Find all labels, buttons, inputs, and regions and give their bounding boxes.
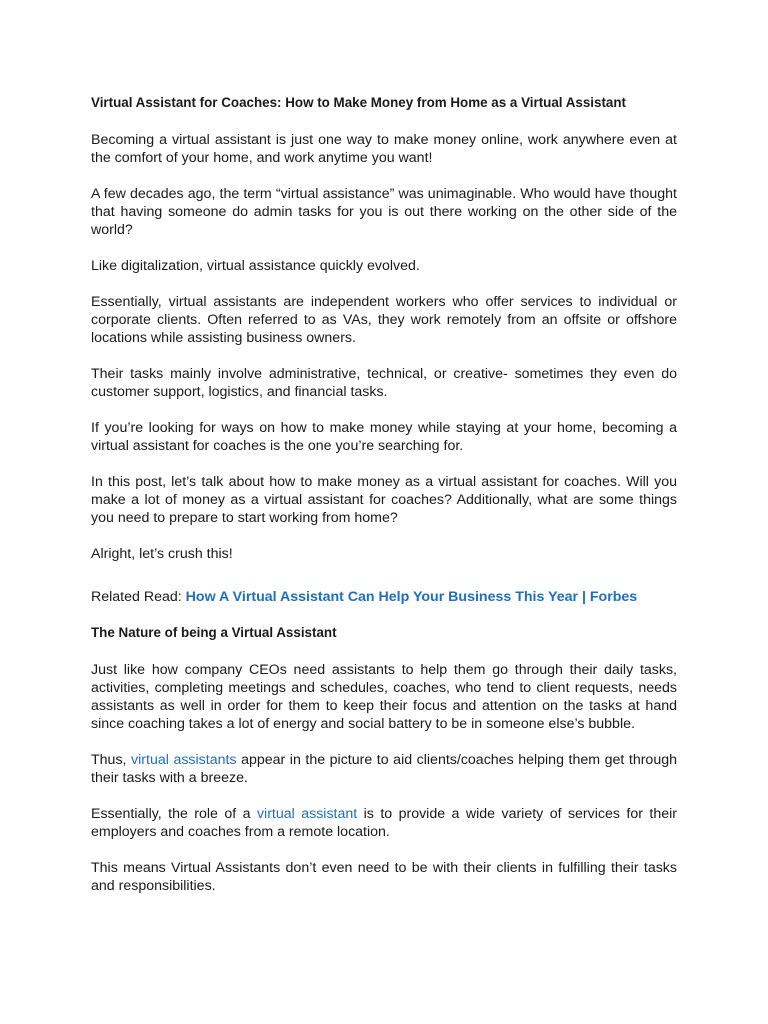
document-page bbox=[91, 94, 677, 913]
document-title: Virtual Assistant for Coaches: How to Make Money from Home as a Virtual Assistant bbox=[91, 95, 627, 110]
intro-paragraph-6: If you’re looking for ways on how to make money while staying at your home, becoming a virtual assistant for coaches is the one you’re searching for. bbox=[91, 420, 677, 454]
section-paragraph-2-after: appear in the picture to aid clients/coaches helping them get through their tasks with a breeze. bbox=[91, 752, 677, 786]
intro-paragraph-2: A few decades ago, the term “virtual assistance” was unimaginable. Who would have thought that having someone do admin tasks for you is out there working on the other side of the world? bbox=[91, 186, 677, 238]
intro-paragraph-4: Essentially, virtual assistants are independent workers who offer services to individual or corporate clients. Often referred to as VAs, they work remotely from an offsite or offshore locations while assisting business owners. bbox=[91, 294, 677, 346]
intro-paragraph-1: Becoming a virtual assistant is just one way to make money online, work anywhere even at the comfort of your home, and work anytime you want! bbox=[91, 132, 677, 166]
intro-paragraph-7: In this post, let’s talk about how to make money as a virtual assistant for coaches. Will you make a lot of money as a virtual assistant for coaches? Additionally, what are some things you need to prepare to start working from home? bbox=[91, 474, 677, 526]
section-paragraph-2-before: Thus, bbox=[91, 752, 132, 768]
intro-paragraph-5: Their tasks mainly involve administrative, technical, or creative- sometimes they even do customer support, logistics, and financial tasks. bbox=[91, 366, 677, 400]
section-paragraph-4: This means Virtual Assistants don’t even need to be with their clients in fulfilling their tasks and responsibilities. bbox=[91, 860, 677, 894]
section-paragraph-2 bbox=[91, 751, 677, 787]
virtual-assistant-link[interactable]: virtual assistant bbox=[256, 806, 358, 822]
related-read-link[interactable]: How A Virtual Assistant Can Help Your Business This Year | Forbes bbox=[185, 589, 638, 605]
intro-paragraph-8: Alright, let’s crush this! bbox=[91, 546, 233, 562]
section-paragraph-3-after: is to provide a wide variety of services for their employers and coaches from a remote location. bbox=[91, 806, 677, 840]
intro-paragraph-3: Like digitalization, virtual assistance quickly evolved. bbox=[91, 258, 420, 274]
section-paragraph-1: Just like how company CEOs need assistants to help them go through their daily tasks, activities, completing meetings and schedules, coaches, who tend to client requests, needs assistants as well in order for them to keep their focus and attention on the tasks at hand since coaching takes a lot of energy and social battery to be in someone else’s bubble. bbox=[91, 662, 677, 732]
section-heading: The Nature of being a Virtual Assistant bbox=[91, 625, 337, 640]
section-paragraph-3-before: Essentially, the role of a bbox=[91, 806, 257, 822]
section-paragraph-3 bbox=[91, 805, 677, 841]
related-read-prefix: Related Read: bbox=[91, 589, 186, 605]
virtual-assistants-link[interactable]: virtual assistants bbox=[131, 752, 237, 768]
related-read bbox=[91, 588, 677, 606]
